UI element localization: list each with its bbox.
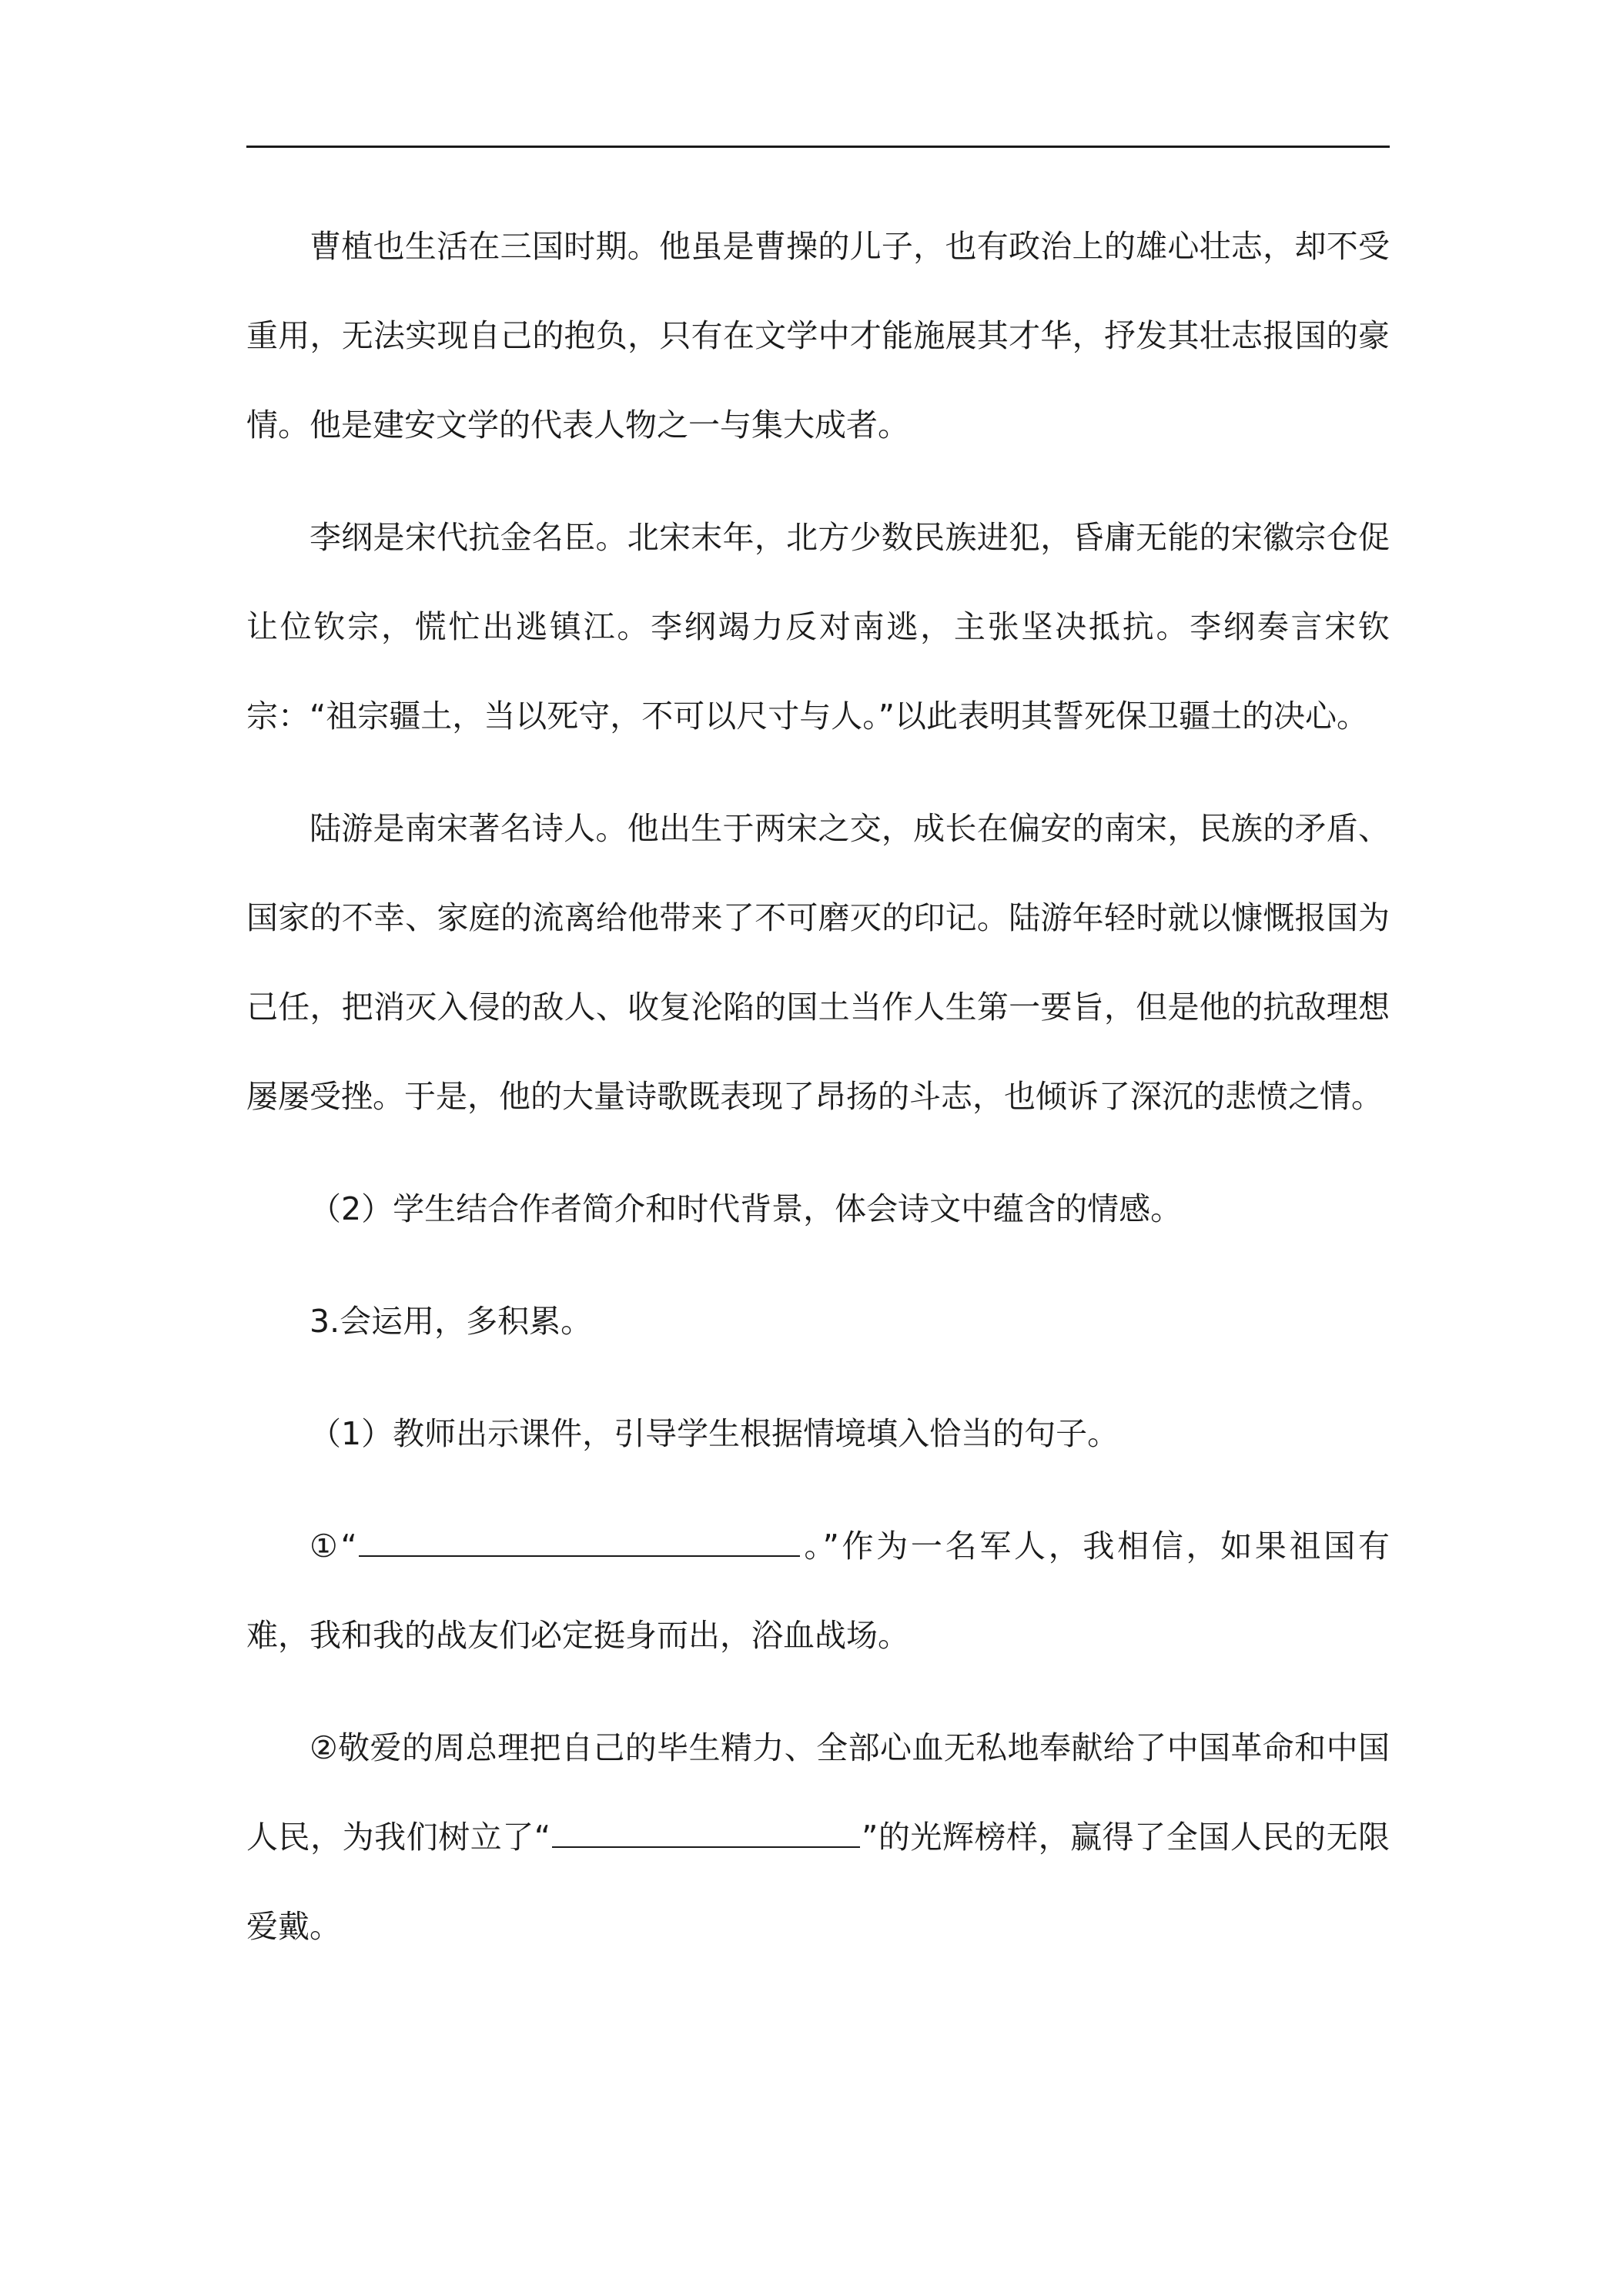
header-rule xyxy=(246,146,1390,148)
exercise-2-suffix: ”的光辉榜样，赢得了全国人民的无限爱戴。 xyxy=(246,1819,1390,1945)
document-body xyxy=(246,202,1390,1971)
paragraph-cao-zhi: 曹植也生活在三国时期。他虽是曹操的儿子，也有政治上的雄心壮志，却不受重用，无法实现自己的抱负，只有在文学中才能施展其才华，抒发其壮志报国的豪情。他是建安文学的代表人物之一与集大成者。 xyxy=(246,228,1390,443)
exercise-1 xyxy=(246,1501,1390,1680)
paragraph-step-2: （2）学生结合作者简介和时代背景，体会诗文中蕴含的情感。 xyxy=(310,1190,1183,1227)
paragraph-li-gang: 李纲是宋代抗金名臣。北宋末年，北方少数民族进犯，昏庸无能的宋徽宗仓促让位钦宗，慌忙出逃镇江。李纲竭力反对南逃，主张坚决抵抗。李纲奏言宋钦宗：“祖宗疆土，当以死守，不可以尺寸与人。”以此表明其誓死保卫疆土的决心。 xyxy=(246,519,1390,735)
exercise-2-blank xyxy=(552,1811,860,1848)
exercise-1-blank xyxy=(359,1520,800,1557)
exercise-2 xyxy=(246,1703,1390,1971)
paragraph-section-3: 3.会运用，多积累。 xyxy=(310,1303,593,1340)
paragraph-step-1: （1）教师出示课件，引导学生根据情境填入恰当的句子。 xyxy=(310,1415,1119,1452)
exercise-2-prefix: ②敬爱的周总理把自己的毕生精力、全部心血无私地奉献给了中国革命和中国人民，为我们树立了“ xyxy=(246,1729,1390,1856)
exercise-1-suffix: 。”作为一名军人，我相信，如果祖国有难，我和我的战友们必定挺身而出，浴血战场。 xyxy=(246,1528,1390,1654)
exercise-1-prefix: ①“ xyxy=(310,1528,357,1565)
paragraph-lu-you: 陆游是南宋著名诗人。他出生于两宋之交，成长在偏安的南宋，民族的矛盾、国家的不幸、家庭的流离给他带来了不可磨灭的印记。陆游年轻时就以慷慨报国为己任，把消灭入侵的敌人、收复沦陷的国土当作人生第一要旨，但是他的抗敌理想屡屡受挫。于是，他的大量诗歌既表现了昂扬的斗志，也倾诉了深沉的悲愤之情。 xyxy=(246,810,1390,1115)
